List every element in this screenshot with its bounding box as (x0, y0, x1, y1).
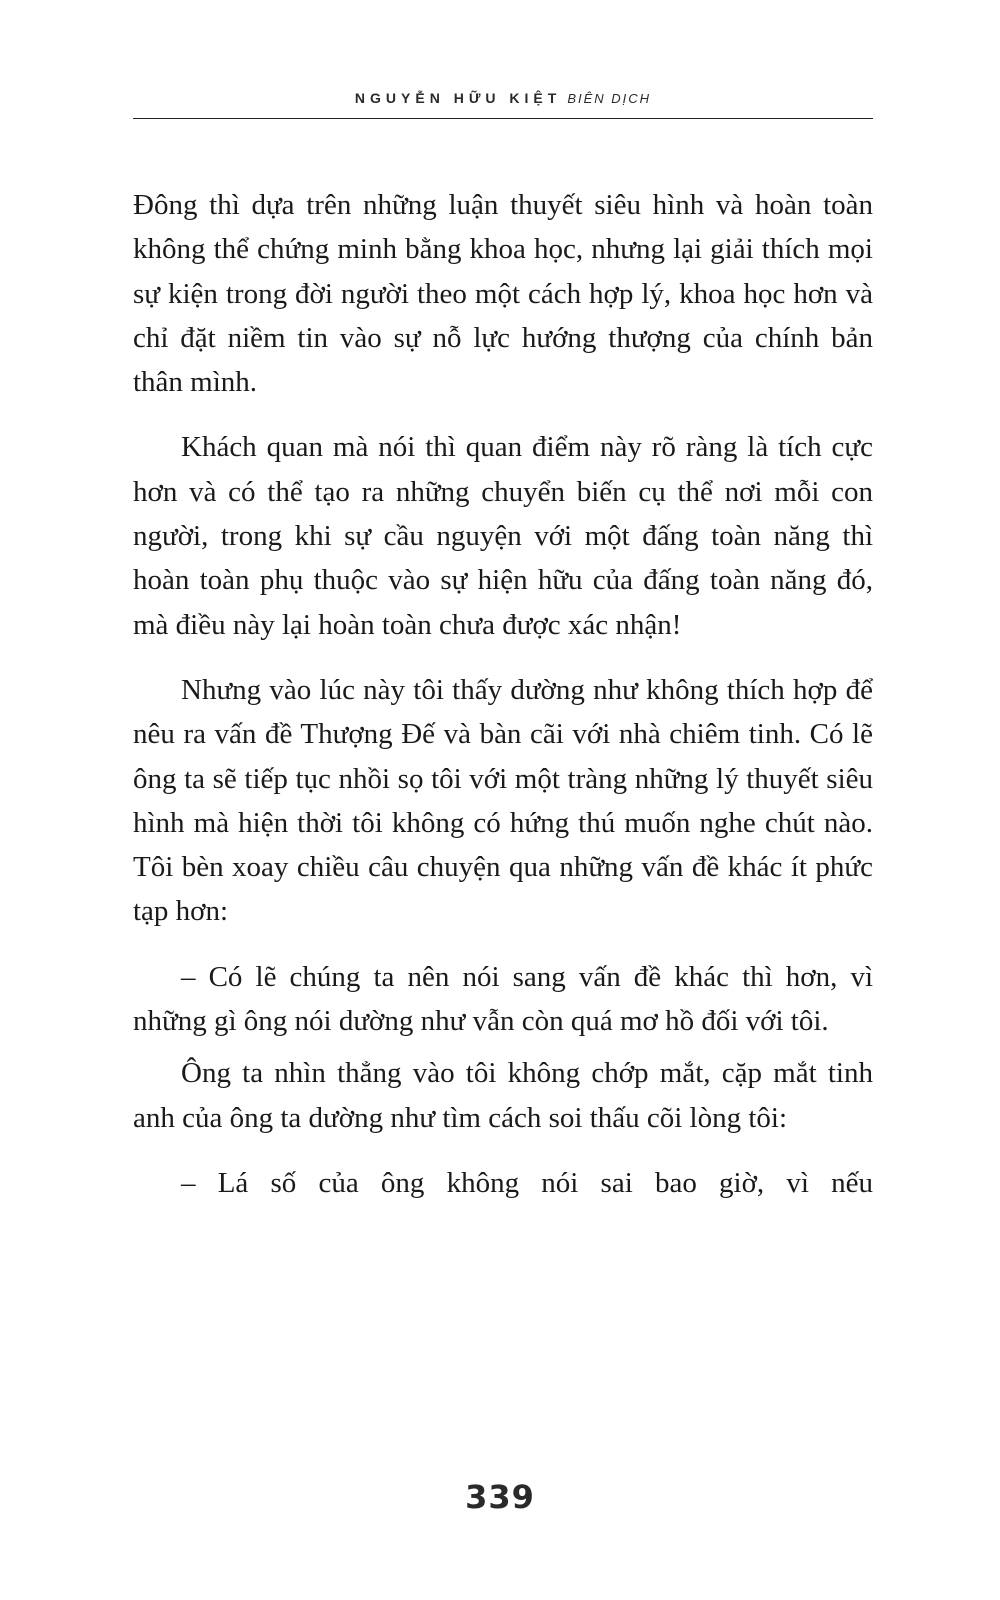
paragraph-4: – Có lẽ chúng ta nên nói sang vấn đề khác thì hơn, vì những gì ông nói dường như vẫn còn quá mơ hồ đối với tôi. (133, 960, 873, 1038)
paragraph-1: Đông thì dựa trên những luận thuyết siêu hình và hoàn toàn không thể chứng minh bằng khoa học, nhưng lại giải thích mọi sự kiện trong đời người theo một cách hợp lý, khoa học hơn và chỉ đặt niềm tin vào sự nỗ lực hướng thượng của chính bản thân mình. (133, 189, 873, 399)
header-role: BIÊN DỊCH (567, 91, 652, 106)
paragraph-6: – Lá số của ông không nói sai bao giờ, vì nếu (181, 1166, 873, 1199)
header-author: NGUYỄN HỮU KIỆT (354, 90, 562, 106)
paragraph-5: Ông ta nhìn thẳng vào tôi không chớp mắt, cặp mắt tinh anh của ông ta dường như tìm cách soi thấu cõi lòng tôi: (133, 1057, 873, 1134)
running-header (133, 88, 873, 109)
paragraph-2: Khách quan mà nói thì quan điểm này rõ ràng là tích cực hơn và có thể tạo ra những chuyển biến cụ thể nơi mỗi con người, trong khi sự cầu nguyện với một đấng toàn năng thì hoàn toàn phụ thuộc vào sự hiện hữu của đấng toàn năng đó, mà điều này lại hoàn toàn chưa được xác nhận! (133, 431, 873, 641)
paragraph-3: Nhưng vào lúc này tôi thấy dường như không thích hợp để nêu ra vấn đề Thượng Đế và bàn cãi với nhà chiêm tinh. Có lẽ ông ta sẽ tiếp tục nhồi sọ tôi với một tràng những lý thuyết siêu hình mà hiện thời tôi không có hứng thú muốn nghe chút nào. Tôi bèn xoay chiều câu chuyện qua những vấn đề khác ít phức tạp hơn: (133, 673, 873, 928)
body-text (133, 183, 873, 1226)
page-number: 339 (465, 1478, 535, 1516)
header-divider (133, 118, 873, 119)
